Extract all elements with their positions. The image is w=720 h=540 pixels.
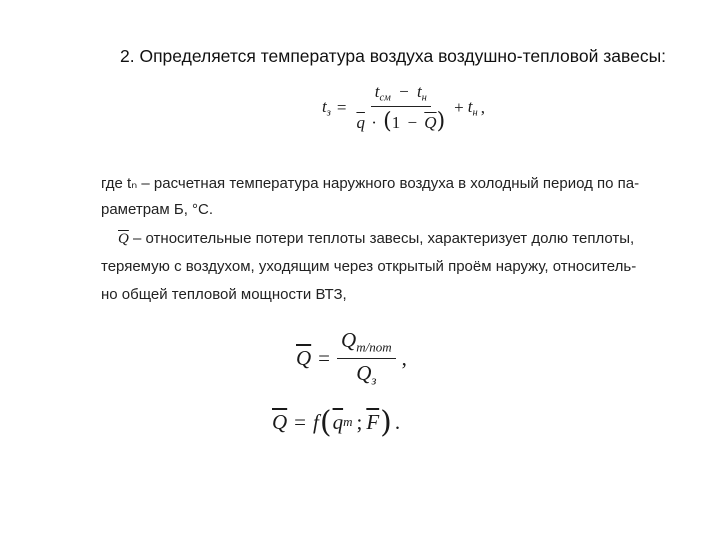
formula2-comma: , [401, 345, 407, 370]
formula1-equals: = [336, 98, 347, 117]
formula-function: $\overline{Q}$ = f ( $\overline{q}$ т ; $\overline{F}$ ) . [272, 404, 401, 440]
formula2-lhs: $\overline{Q}$ [296, 345, 312, 370]
formula3-equals: = [294, 409, 307, 434]
text-line-4: теряемую с воздухом, уходящим через открытый проём наружу, относитель- [101, 258, 637, 275]
formula3-q: $\overline{q}$ [332, 409, 344, 434]
section-heading: 2. Определяется температура воздуха воздушно-тепловой завесы: [120, 46, 667, 66]
text-line-1: где tₙ – расчетная температура наружного воздуха в холодный период по па- [101, 175, 640, 192]
formula2-numerator: $Q_{т/пот}$ [337, 328, 396, 359]
formula3-end: . [394, 409, 401, 434]
formula2-denominator: $Q_з$ [356, 360, 377, 388]
formula1-lhs: $t_з$ [322, 97, 331, 119]
formula-relative-losses [296, 326, 407, 390]
formula3-sep: ; [356, 409, 363, 434]
formula2-fraction [337, 328, 396, 388]
text-line-3: $\overline{Q}$ – относительные потери теплоты завесы, характеризует долю теплоты, [118, 230, 635, 247]
formula1-numerator: $t_{см} - t_н$ [371, 82, 431, 107]
q-symbol: $\overline{Q}$ [118, 231, 129, 247]
formula1-comma: , [480, 98, 485, 117]
formula1-denominator: $\overline{q} \cdot (1 - \overline{Q})$ [356, 108, 446, 134]
formula3-func: f [313, 409, 319, 434]
text-line-5: но общей тепловой мощности ВТЗ, [101, 286, 347, 303]
text-line-2: раметрам Б, °С. [101, 201, 214, 218]
formula1-tail: $t_н$ [467, 97, 478, 119]
formula1-fraction [352, 82, 449, 134]
formula1-plus: + [454, 98, 464, 117]
formula3-lhs: $\overline{Q}$ [272, 409, 288, 434]
formula2-equals: = [318, 345, 331, 370]
formula-air-temperature [322, 80, 485, 136]
formula3-F: $\overline{F}$ [366, 409, 380, 434]
